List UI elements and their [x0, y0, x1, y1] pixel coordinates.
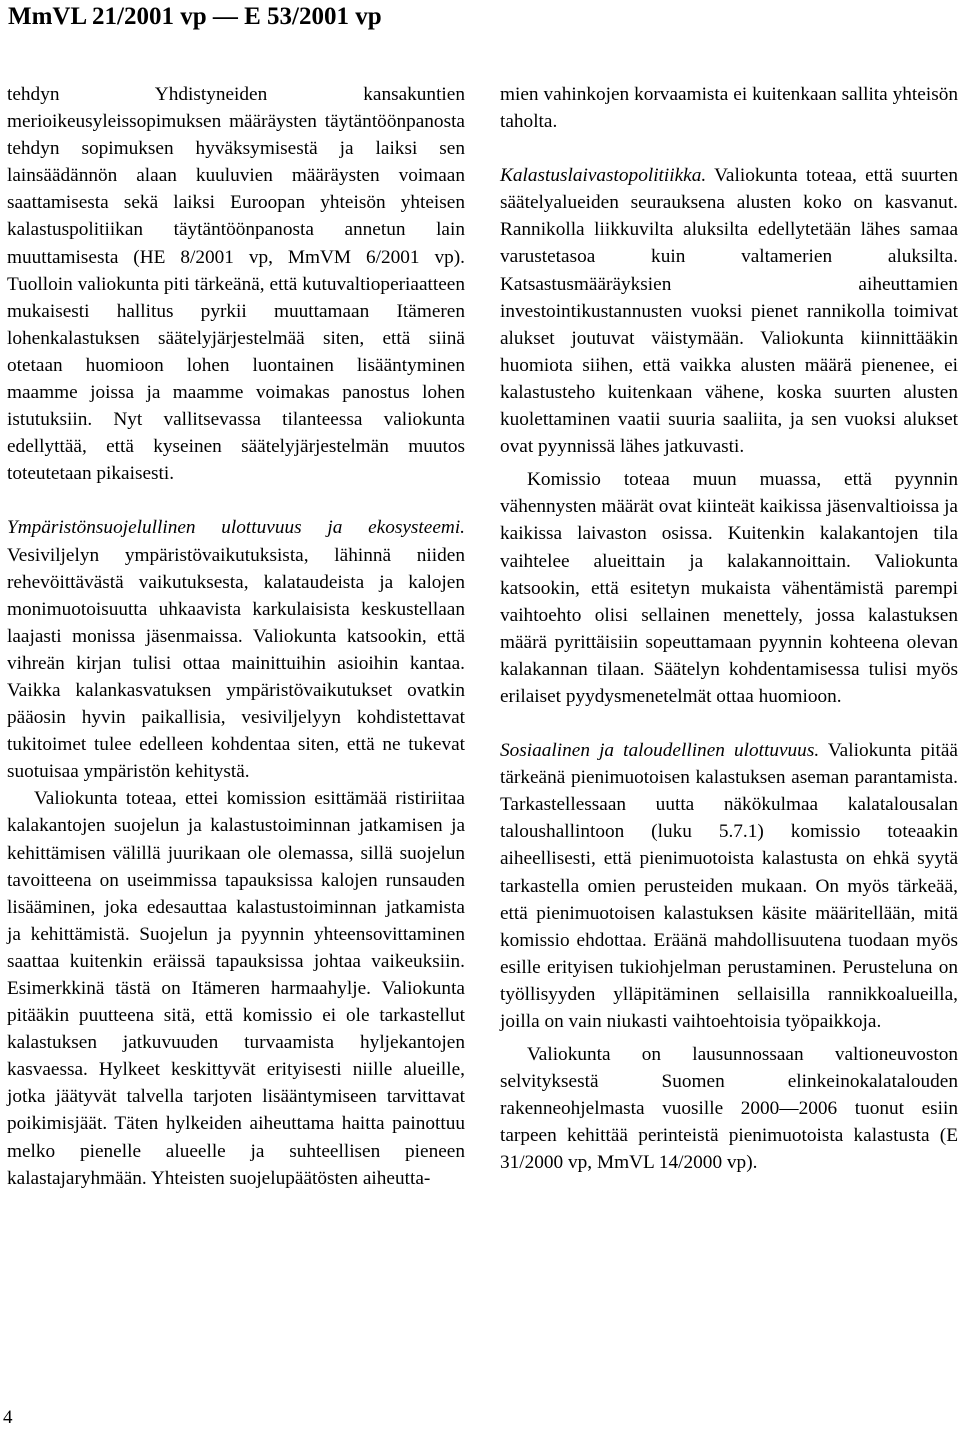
section-heading: Sosiaalinen ja taloudellinen ulottuvuus. — [500, 740, 820, 762]
section-heading: Ympäristönsuojelullinen ulottuvuus ja ekosysteemi. — [7, 517, 465, 539]
paragraph: mien vahinkojen korvaamista ei kuitenkaan sallita yhteisön taholta. — [500, 84, 958, 133]
paragraph — [500, 737, 958, 1035]
paragraph-body: Valiokunta toteaa, että suurten säätelyalueiden seurauksena alusten koko on kasvanut. Rannikolla liikkuvilta aluksilta edellytetään lähes samaa varustetasoa kuin valtamerien aluksilta. Katsastusmääräyksien aiheuttamien investointikustannusten vuoksi pienet rannikolla toimivat alukset joutuvat väistymään. Valiokunta kiinnittääkin huomiota siihen, että vaikka alusten määrä pienenee, ei kalastusteho kuitenkaan vähene, koska suurten alusten kuolettaminen vaatii suuria saaliita, ja sen vuoksi alukset ovat pyynnissä lähes jatkuvasti. — [500, 165, 958, 458]
paragraph: Komissio toteaa muun muassa, että pyynnin vähennysten määrät ovat kiinteät kaikissa jäsenvaltioissa ja kaikissa laivaston osissa. Kuitenkin kalakantojen tila vaihtelee alueittain ja kalakannoittain. Valiokunta katsookin, että esitetyn mukaista vähentämistä parempi vaihtoehto olisi sellainen menettely, jossa kalastuksen määrä pyrittäisiin sopeuttamaan pyynnin kohteena olevan kalakannan tilaan. Säätelyn kohdentamisessa tulisi myös erilaiset pyydysmenetelmät ottaa huomioon. — [500, 469, 958, 707]
paragraph — [500, 162, 958, 460]
page-header: MmVL 21/2001 vp — E 53/2001 vp — [8, 3, 382, 30]
page-number: 4 — [3, 1407, 13, 1428]
paragraph — [7, 514, 465, 785]
right-column — [500, 81, 958, 1177]
left-column — [7, 81, 465, 1192]
paragraph: Valiokunta toteaa, ettei komission esittämää ristiriitaa kalakantojen suojelun ja kalastustoiminnan jatkamisen ja kehittämisen välillä juurikaan ole olemassa, sillä suojelun tavoitteena on useimmissa tapauksissa kalojen runsauden lisääminen, joka edesauttaa kalastustoiminnan jatkamista ja kehittämistä. Suojelun ja pyynnin yhteensovittaminen saattaa kuitenkin eräissä tapauksissa johtaa vaikeuksiin. Esimerkkinä tästä on Itämeren harmaahylje. Valiokunta pitääkin puutteena sitä, että komissio ei ole tarkastellut kalastuksen jatkuvuuden turvaamista hyljekantojen kasvaessa. Hylkeet keskittyvät erityisesti niille alueille, jotka jäätyvät talvella tarjoten lisääntymiseen tarvittavat poikimisjäät. Täten hylkeiden aiheuttama haitta painottuu melko pienelle alueelle ja suhteellisen pieneen kalastajaryhmään. Yhteisten suojelupäätösten aiheutta- — [7, 788, 465, 1189]
section-heading: Kalastuslaivastopolitiikka. — [500, 165, 707, 187]
paragraph-body: Valiokunta pitää tärkeänä pienimuotoisen kalastuksen aseman parantamista. Tarkastellessaan uutta näkökulmaa kalatalousalan taloushallintoon (luku 5.7.1) komissio toteaakin aiheellisesti, että pienimuotoista kalastusta on ehkä syytä tarkastella omien perusteiden mukaan. On myös tärkeää, että pienimuotoisen kalastuksen käsite määritellään, mitä komissio ehdottaa. Eräänä mahdollisuutena tuodaan myös esille erityisen tukiohjelman perustaminen. Perusteluna on työllisyyden ylläpitäminen sellaisilla rannikkoalueilla, joilla on vain niukasti vaihtoehtoisia työpaikkoja. — [500, 740, 958, 1032]
paragraph-body: Vesiviljelyn ympäristövaikutuksista, lähinnä niiden rehevöittävästä vaikutuksesta, kalataudeista ja kalojen monimuotoisuutta uhkaavista karkulaisista keskustellaan laajasti monissa jäsenmaissa. Valiokunta katsookin, että vihreän kirjan tulisi ottaa mainittuihin asioihin kantaa. Vaikka kalankasvatuksen ympäristövaikutukset ovatkin pääosin hyvin paikallisia, vesiviljelyyn kohdistettavat tukitoimet tulee edelleen kohdentaa siten, että ne tukevat suotuisaa ympäristön kehitystä. — [7, 544, 465, 783]
paragraph: Valiokunta on lausunnossaan valtioneuvoston selvityksestä Suomen elinkeinokalatalouden rakenneohjelmasta vuosille 2000—2006 tuonut esiin tarpeen kehittää perinteistä pienimuotoista kalastusta (E 31/2000 vp, MmVL 14/2000 vp). — [500, 1044, 958, 1174]
paragraph: tehdyn Yhdistyneiden kansakuntien merioikeusyleissopimuksen määräysten täytäntöönpanosta tehdyn sopimuksen hyväksymisestä ja laiksi sen lainsäädännön alaan kuuluvien määräysten voimaan saattamisesta sekä laiksi Euroopan yhteisön yhteisen kalastuspolitiikan täytäntöönpanosta annetun lain muuttamisesta (HE 8/2001 vp, MmVM 6/2001 vp). Tuolloin valiokunta piti tärkeänä, että kutuvaltioperiaatteen mukaisesti hallitus pyrkii muuttamaan Itämeren lohenkalastuksen säätelyjärjestelmää siten, että siinä otetaan huomioon lohen luontainen lisääntyminen maamme joissa ja maamme voimakas panostus lohen istutuksiin. Nyt vallitsevassa tilanteessa valiokunta edellyttää, että kyseinen säätelyjärjestelmän muutos toteutetaan pikaisesti. — [7, 84, 465, 485]
